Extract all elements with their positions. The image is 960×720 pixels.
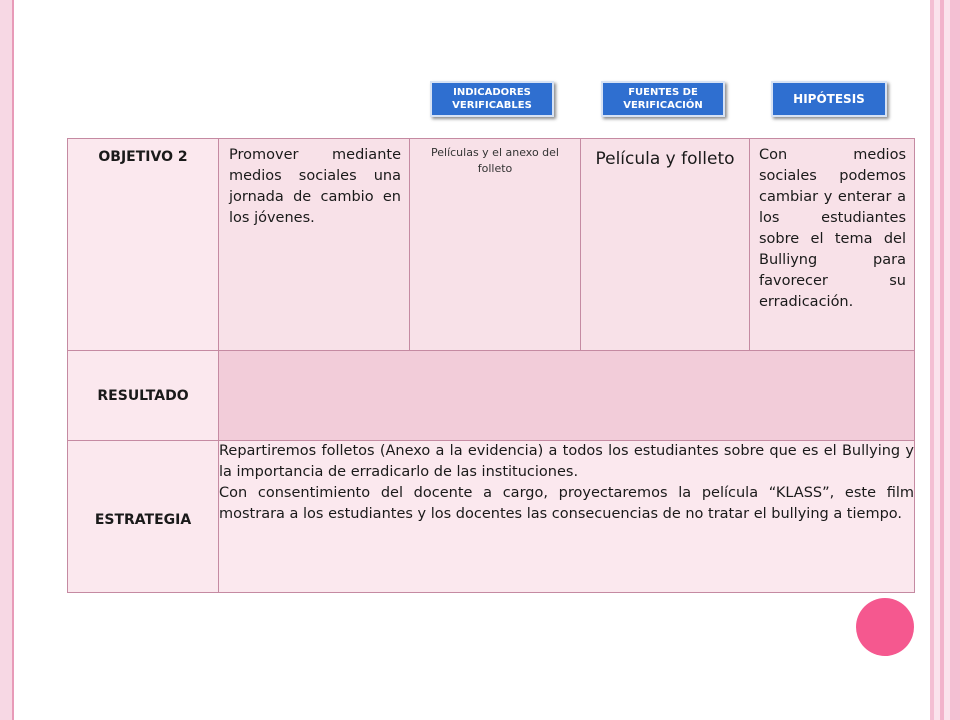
- indicadores-verificables-button[interactable]: INDICADORES VERIFICABLES: [430, 81, 554, 117]
- slide-right-border: [930, 0, 960, 720]
- estrategia-paragraph-2: Con consentimiento del docente a cargo, proyectaremos la película “KLASS”, este film mostrara a los estudiantes y los docentes las consecuencias de no tratar el bullying a tiempo.: [219, 485, 914, 522]
- estrategia-row: [68, 441, 915, 593]
- indicadores-text: Películas y el anexo del folleto: [431, 146, 559, 175]
- estrategia-content: [219, 441, 915, 593]
- objetivo-row: [68, 139, 915, 351]
- objetivo-description-cell: [219, 139, 410, 351]
- resultado-row: [68, 351, 915, 441]
- objetivo-label: OBJETIVO 2: [68, 139, 219, 351]
- estrategia-paragraph-1: Repartiremos folletos (Anexo a la evidencia) a todos los estudiantes sobre que es el Bullying y la importancia de erradicarlo de las instituciones.: [219, 443, 914, 480]
- objetivo-description: Promover mediante medios sociales una jornada de cambio en los jóvenes.: [229, 147, 401, 226]
- hipotesis-button[interactable]: HIPÓTESIS: [771, 81, 887, 117]
- fuentes-cell: [581, 139, 750, 351]
- hipotesis-cell: [750, 139, 915, 351]
- estrategia-label: ESTRATEGIA: [68, 441, 219, 593]
- objectives-table: [67, 138, 915, 593]
- fuentes-text: Película y folleto: [595, 149, 735, 169]
- indicadores-cell: [410, 139, 581, 351]
- resultado-content: [219, 351, 915, 441]
- decorative-circle: [856, 598, 914, 656]
- slide-left-border: [0, 0, 14, 720]
- resultado-label: RESULTADO: [68, 351, 219, 441]
- fuentes-verificacion-button[interactable]: FUENTES DE VERIFICACIÓN: [601, 81, 725, 117]
- hipotesis-text: Con medios sociales podemos cambiar y enterar a los estudiantes sobre el tema del Bulliyng para favorecer su erradicación.: [759, 147, 906, 310]
